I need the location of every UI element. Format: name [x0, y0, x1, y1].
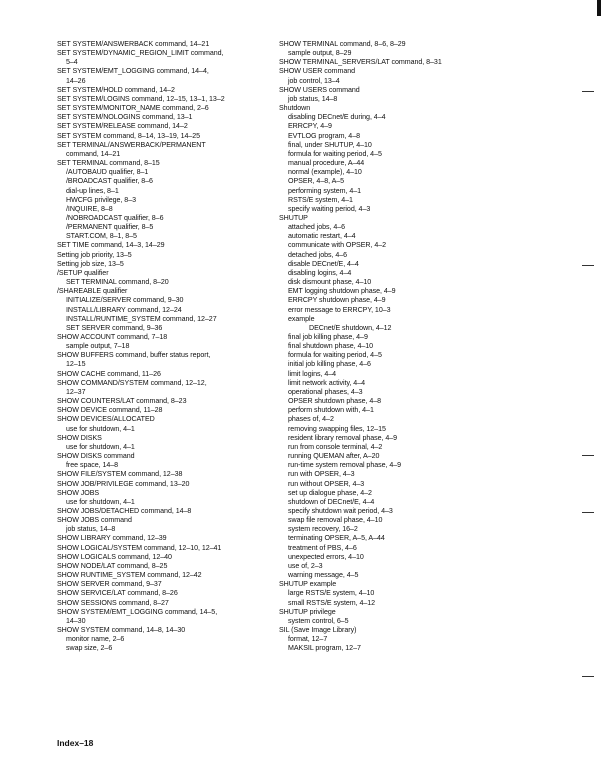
index-entry: SHOW SYSTEM/EMT_LOGGING command, 14–5, [57, 607, 218, 616]
index-subentry: final job killing phase, 4–9 [288, 333, 368, 341]
index-subentry: phases of, 4–2 [288, 415, 334, 424]
index-subentry: SET SERVER command, 9–36 [66, 323, 163, 332]
index-subentry: disable DECnet/E, 4–4 [288, 259, 359, 268]
index-entry: SHUTUP example [279, 580, 337, 589]
index-subentry: set up dialogue phase, 4–2 [288, 488, 372, 497]
index-subentry: 14–26 [66, 76, 86, 85]
index-entry: SET TERMINAL command, 8–15 [57, 159, 160, 168]
index-entry: SHOW DEVICES/ALLOCATED [57, 415, 155, 424]
index-subentry: job status, 14–8 [288, 94, 338, 103]
index-subentry: 5–4 [66, 58, 78, 67]
index-entry: SHOW RUNTIME_SYSTEM command, 12–42 [57, 571, 202, 580]
index-subentry: DECnet/E shutdown, 4–12 [309, 323, 392, 332]
index-subentry: performing system, 4–1 [288, 186, 362, 195]
index-subentry: manual procedure, A–44 [288, 159, 365, 168]
margin-tick [582, 91, 594, 92]
index-entry: /SETUP qualifier [57, 268, 109, 277]
index-entry: SET SYSTEM/HOLD command, 14–2 [57, 85, 175, 94]
index-subentry: terminating OPSER, A–5, A–44 [288, 534, 385, 543]
index-subentry: small RSTS/E system, 4–12 [288, 598, 376, 607]
index-subentry: RSTS/E system, 4–1 [288, 195, 353, 204]
index-subentry: command, 14–21 [66, 149, 121, 158]
index-subentry: resident library removal phase, 4–9 [288, 433, 398, 442]
index-subentry: shutdown of DECnet/E, 4–4 [288, 497, 375, 506]
index-subentry: OPSER shutdown phase, 4–8 [288, 397, 381, 406]
index-entry: SHOW SERVICE/LAT command, 8–26 [57, 589, 178, 598]
index-entry: SHOW JOBS command [57, 516, 132, 525]
index-subentry: specify waiting period, 4–3 [288, 204, 371, 213]
index-subentry: communicate with OPSER, 4–2 [288, 241, 387, 250]
index-subentry: INSTALL/RUNTIME_SYSTEM command, 12–27 [66, 314, 217, 323]
index-entry: SET TERMINAL/ANSWERBACK/PERMANENT [57, 140, 206, 149]
index-subentry: EVTLOG program, 4–8 [288, 131, 360, 140]
index-subentry: free space, 14–8 [66, 461, 119, 470]
index-subentry: system recovery, 16–2 [288, 525, 358, 534]
index-entry: Shutdown [279, 104, 311, 113]
index-subentry: dial-up lines, 8–1 [66, 186, 119, 195]
index-subentry: formula for waiting period, 4–5 [288, 149, 382, 158]
index-subentry: specify shutdown wait period, 4–3 [288, 506, 393, 515]
index-subentry: limit network activity, 4–4 [288, 378, 365, 387]
index-subentry: limit logins, 4–4 [288, 369, 337, 378]
index-subentry: detached jobs, 4–6 [288, 250, 348, 259]
index-subentry: normal (example), 4–10 [288, 168, 362, 177]
index-subentry: run-time system removal phase, 4–9 [288, 461, 402, 470]
index-subentry: large RSTS/E system, 4–10 [288, 589, 375, 598]
index-subentry: automatic restart, 4–4 [288, 232, 356, 241]
index-entry: SHOW LIBRARY command, 12–39 [57, 534, 167, 543]
index-entry: SHOW SESSIONS command, 8–27 [57, 598, 169, 607]
index-subentry: use of, 2–3 [288, 561, 323, 570]
index-subentry: 12–37 [66, 387, 86, 396]
index-entry: SET SYSTEM/EMT_LOGGING command, 14–4, [57, 67, 209, 76]
index-entry: SHOW JOB/PRIVILEGE command, 13–20 [57, 479, 190, 488]
index-subentry: formula for waiting period, 4–5 [288, 351, 382, 360]
index-subentry: MAKSIL program, 12–7 [288, 644, 361, 653]
index-subentry: /NOBROADCAST qualifier, 8–6 [66, 213, 164, 222]
index-entry: SHOW DEVICE command, 11–28 [57, 406, 163, 415]
index-entry: SHOW FILE/SYSTEM command, 12–38 [57, 470, 183, 479]
index-subentry: final, under SHUTUP, 4–10 [288, 140, 372, 149]
index-subentry: OPSER, 4–8, A–5 [288, 177, 345, 186]
margin-tick [582, 676, 594, 677]
index-entry: SHOW LOGICALS command, 12–40 [57, 552, 172, 561]
index-entry: SHUTUP privilege [279, 607, 336, 616]
index-subentry: INSTALL/LIBRARY command, 12–24 [66, 305, 182, 314]
index-entry: SHOW USER command [279, 67, 356, 76]
index-entry: SHOW CACHE command, 11–26 [57, 369, 161, 378]
index-entry: SHOW DISKS [57, 433, 102, 442]
index-subentry: attached jobs, 4–6 [288, 223, 346, 232]
index-subentry: removing swapping files, 12–15 [288, 424, 386, 433]
index-subentry: use for shutdown, 4–1 [66, 424, 135, 433]
index-subentry: disabling logins, 4–4 [288, 268, 352, 277]
index-entry: SHOW JOBS/DETACHED command, 14–8 [57, 506, 192, 515]
index-subentry: ERRCPY, 4–9 [288, 122, 332, 131]
index-subentry: system control, 6–5 [288, 616, 349, 625]
index-subentry: /AUTOBAUD qualifier, 8–1 [66, 168, 149, 177]
index-subentry: perform shutdown with, 4–1 [288, 406, 374, 415]
index-subentry: treatment of PBS, 4–6 [288, 543, 357, 552]
index-subentry: use for shutdown, 4–1 [66, 442, 135, 451]
margin-tick [582, 455, 594, 456]
index-entry: SHOW BUFFERS command, buffer status report, [57, 351, 211, 360]
index-subentry: /INQUIRE, 8–8 [66, 204, 113, 213]
index-entry: SHOW ACCOUNT command, 7–18 [57, 333, 168, 341]
index-entry: SET SYSTEM/RELEASE command, 14–2 [57, 122, 188, 131]
index-subentry: disk dismount phase, 4–10 [288, 278, 372, 287]
index-subentry: monitor name, 2–6 [66, 635, 125, 644]
index-entry: SHOW SERVER command, 9–37 [57, 580, 162, 589]
index-subentry: sample output, 8–29 [288, 49, 352, 58]
index-subentry: run from console terminal, 4–2 [288, 442, 383, 451]
index-subentry: final shutdown phase, 4–10 [288, 342, 374, 351]
index-entry: /SHAREABLE qualifier [57, 287, 128, 296]
index-subentry: 14–30 [66, 616, 86, 625]
index-subentry: /BROADCAST qualifier, 8–6 [66, 177, 153, 186]
index-entry: SHOW SYSTEM command, 14–8, 14–30 [57, 626, 186, 634]
index-column-right [279, 40, 515, 653]
index-subentry: 12–15 [66, 360, 86, 369]
index-entry: SHOW TERMINAL command, 8–6, 8–29 [279, 40, 406, 48]
index-subentry: START.COM, 8–1, 8–5 [66, 232, 137, 241]
index-entry: SET SYSTEM/ANSWERBACK command, 14–21 [57, 40, 210, 48]
index-entry: SHOW LOGICAL/SYSTEM command, 12–10, 12–41 [57, 543, 222, 552]
margin-tick [582, 265, 594, 266]
index-entry: SET SYSTEM/LOGINS command, 12–15, 13–1, 13–2 [57, 94, 225, 103]
index-subentry: initial job killing phase, 4–6 [288, 360, 371, 369]
index-subentry: INITIALIZE/SERVER command, 9–30 [66, 296, 184, 305]
index-subentry: ERRCPY shutdown phase, 4–9 [288, 296, 386, 305]
index-subentry: /PERMANENT qualifier, 8–5 [66, 223, 154, 232]
index-entry: SHOW DISKS command [57, 452, 135, 461]
index-entry: Setting job size, 13–5 [57, 259, 124, 268]
index-entry: SHOW COMMAND/SYSTEM command, 12–12, [57, 378, 207, 387]
index-entry: Setting job priority, 13–5 [57, 250, 132, 259]
index-entry: SIL (Save Image Library) [279, 626, 357, 634]
margin-mark [597, 0, 601, 16]
index-subentry: run with OPSER, 4–3 [288, 470, 355, 479]
index-entry: SHOW NODE/LAT command, 8–25 [57, 561, 168, 570]
index-subentry: error message to ERRCPY, 10–3 [288, 305, 391, 314]
index-subentry: unexpected errors, 4–10 [288, 552, 364, 561]
index-entry: SHOW JOBS [57, 488, 100, 497]
index-subentry: running QUEMAN after, A–20 [288, 452, 380, 461]
index-entry: SET TIME command, 14–3, 14–29 [57, 241, 165, 250]
index-subentry: example [288, 314, 315, 323]
index-entry: SET SYSTEM/NOLOGINS command, 13–1 [57, 113, 193, 122]
index-subentry: run without OPSER, 4–3 [288, 479, 365, 488]
margin-tick [582, 512, 594, 513]
index-entry: SHUTUP [279, 213, 308, 222]
index-entry: SET SYSTEM/DYNAMIC_REGION_LIMIT command, [57, 49, 224, 58]
index-subentry: operational phases, 4–3 [288, 387, 363, 396]
index-subentry: swap file removal phase, 4–10 [288, 516, 383, 525]
index-column-left [57, 40, 275, 653]
index-subentry: use for shutdown, 4–1 [66, 497, 135, 506]
index-subentry: SET TERMINAL command, 8–20 [66, 278, 169, 287]
index-subentry: disabling DECnet/E during, 4–4 [288, 113, 386, 122]
index-subentry: HWCFG privilege, 8–3 [66, 195, 136, 204]
index-subentry: format, 12–7 [288, 635, 328, 644]
index-entry: SHOW COUNTERS/LAT command, 8–23 [57, 397, 187, 406]
index-entry: SHOW USERS command [279, 85, 360, 94]
index-subentry: sample output, 7–18 [66, 342, 130, 351]
index-entry: SET SYSTEM/MONITOR_NAME command, 2–6 [57, 104, 209, 113]
index-entry: SHOW TERMINAL_SERVERS/LAT command, 8–31 [279, 58, 442, 67]
index-subentry: job status, 14–8 [66, 525, 116, 534]
index-entry: SET SYSTEM command, 8–14, 13–19, 14–25 [57, 131, 201, 140]
page-footer: Index–18 [57, 738, 94, 748]
index-subentry: EMT logging shutdown phase, 4–9 [288, 287, 396, 296]
index-subentry: job control, 13–4 [288, 76, 340, 85]
index-subentry: swap size, 2–6 [66, 644, 113, 653]
index-subentry: warning message, 4–5 [288, 571, 359, 580]
